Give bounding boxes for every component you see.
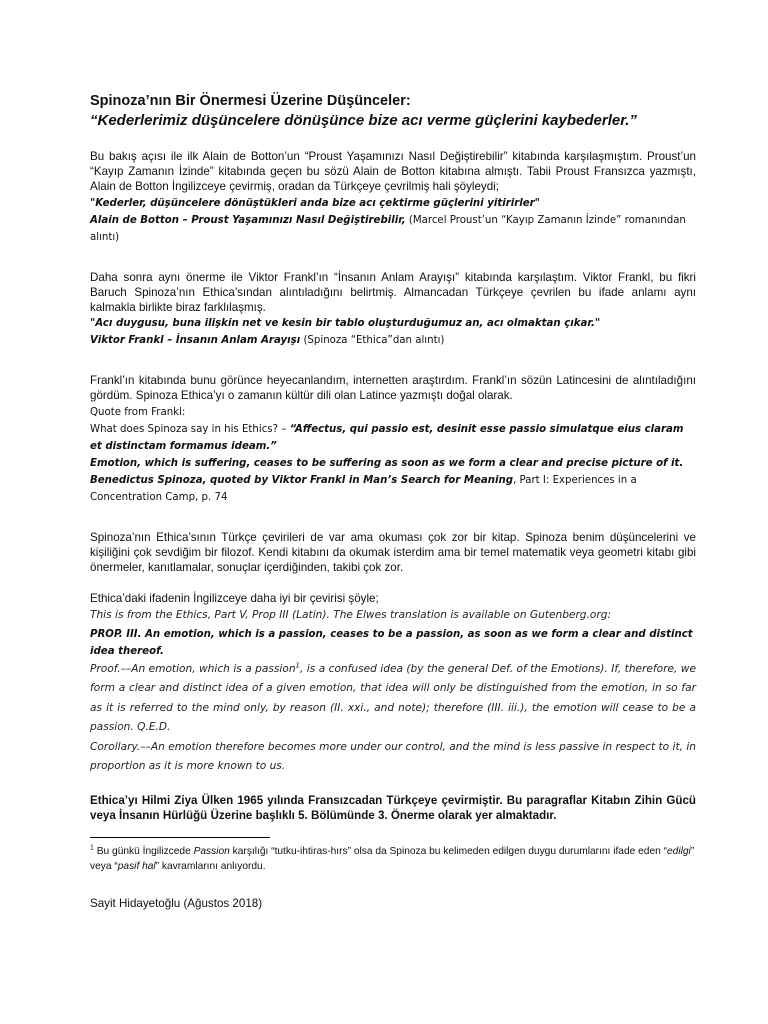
document-subtitle: “Kederlerimiz düşüncelere dönüşünce bize acı verme güçlerini kaybederler.” xyxy=(90,112,637,129)
source-note: (Marcel Proust’un “Kayıp Zamanın İzinde” romanından alıntı) xyxy=(90,214,686,243)
quote-label: Quote from Frankl: xyxy=(90,406,186,418)
corollary-text: Corollary.––An emotion therefore becomes more under our control, and the mind is less passive in respect to it, in proportion as it is more known to us. xyxy=(90,740,696,773)
proof-part-b: , is a confused idea (by the general Def. of the Emotions). If, therefore, we form a clear and distinct idea of a given emotion, that idea will only be distinguished from the emotion, in so far as it is referred to the mind only, by reason (II. xxi., and note); therefore (III. iii.), the emotion will cease to be a passion. Q.E.D. xyxy=(90,662,696,734)
paragraph-english-translation: Ethica’daki ifadenin İngilizceye daha iyi bir çevirisi şöyle; xyxy=(90,592,379,606)
prop-prefix: PROP. III. xyxy=(90,628,146,640)
footnote-term: pasif hal xyxy=(117,861,156,873)
source-title: Benedictus Spinoza, quoted by Viktor Frankl in Man’s Search for Meaning xyxy=(90,474,514,486)
source-note: , Part I: Experiences in a Concentration Camp, p. 74 xyxy=(90,474,637,503)
footnote-divider xyxy=(90,837,270,838)
prop-three xyxy=(90,626,696,660)
paragraph-viktor-frankl: Daha sonra aynı önerme ile Viktor Frankl’ın “İnsanın Anlam Arayışı” kitabında karşılaştım. Viktor Frankl, bu fikri Baruch Spinoza’nın Ethica’sından alıntıladığını belirtmiş. Almancadan Türkçeye çevrilen bu ifade anlamı aynı kalmakla birlikte biraz farklılaşmış. xyxy=(90,270,696,315)
elwes-note: This is from the Ethics, Part V, Prop III (Latin). The Elwes translation is available on Gutenberg.org: xyxy=(90,609,612,622)
source-title: Alain de Botton – Proust Yaşamınızı Nasıl Değiştirebilir, xyxy=(90,214,406,226)
footnote xyxy=(90,844,696,874)
footnote-text: Bu günkü İngilizcede xyxy=(93,846,194,858)
quote-proust-turkish: "Kederler, düşüncelere dönüştükleri anda bize acı çektirme güçlerini yitirirler" xyxy=(90,197,540,209)
source-title: Viktor Frankl – İnsanın Anlam Arayışı xyxy=(90,335,301,347)
source-note: (Spinoza “Ethica”dan alıntı) xyxy=(300,335,445,347)
paragraph-latin-search: Frankl’ın kitabında bunu görünce heyecanlandım, internetten araştırdım. Frankl’ın sözün Latincesini de alıntıladığını gördüm. Spinoza Ethica’yı o zamanın kültür dili olan Latince yazmıştı doğal olarak. xyxy=(90,374,696,403)
latin-quote xyxy=(90,421,696,455)
paragraph-hilmi-ziya: Ethica’yı Hilmi Ziya Ülken 1965 yılında Fransızcadan Türkçeye çevirmiştir. Bu paragraflar Kitabın Zihin Gücü veya İnsanın Hürlüğü Üzerine başlıklı 5. Bölümünde 3. Önerme olarak yer almaktadır. xyxy=(90,793,696,823)
footnote-ref[interactable]: 1 xyxy=(295,661,300,670)
source-spinoza-frankl xyxy=(90,472,696,506)
proof-text xyxy=(90,660,696,738)
quote-frankl-turkish: "Acı duygusu, buna ilişkin net ve kesin bir tablo oluşturduğumuz an, acı olmaktan çıkar." xyxy=(90,318,601,330)
footnote-term: Passion xyxy=(193,846,230,858)
document-page xyxy=(90,92,696,911)
proof-part-a: Proof.––An emotion, which is a passion xyxy=(90,662,296,675)
latin-prefix: What does Spinoza say in his Ethics? – xyxy=(90,423,290,435)
prop-text: An emotion, which is a passion, ceases to be a passion, as soon as we form a clear and distinct idea thereof. xyxy=(90,628,693,657)
paragraph-alain-de-botton: Bu bakış açısı ile ilk Alain de Botton’un “Proust Yaşamınızı Nasıl Değiştirebilir” kitabında karşılaşmıştım. Proust’un “Kayıp Zamanın İzinde” kitabında geçen bu sözü Alain de Botton kitabına almıştı. Tabii Proust Fransızca yazmıştı, Alain de Botton İngilizceye çevirmiş, oradan da Türkçeye çevrilmiş hali şöyleydi; xyxy=(90,150,696,194)
english-quote: Emotion, which is suffering, ceases to be suffering as soon as we form a clear and precise picture of it. xyxy=(90,457,684,469)
footnote-term: edilgi xyxy=(667,846,691,858)
footnote-number: 1 xyxy=(90,844,94,852)
latin-text: “Affectus, qui passio est, desinit esse passio simulatque eius claram et distinctam formamus ideam.” xyxy=(90,423,684,452)
footnote-text: ” veya “ xyxy=(90,846,695,873)
document-title: Spinoza’nın Bir Önermesi Üzerine Düşünceler: xyxy=(90,93,411,109)
paragraph-ethica-translations: Spinoza’nın Ethica’sının Türkçe çevirileri de var ama okuması çok zor bir kitap. Spinoza benim düşüncelerini ve kişiliğini çok sevdiğim bir filozof. Kendi kitabını da okumak isterdim ama bir temel matematik veya geometri kitabı gibi önermeler, kanıtlamalar, sonuçlar içerdiğinden, takibi çok zor. xyxy=(90,530,696,575)
footnote-text: karşılığı “tutku-ihtiras-hırs” olsa da Spinoza bu kelimeden edilgen duygu durumlarını ifade eden “ xyxy=(229,846,668,858)
source-alain-de-botton xyxy=(90,212,696,246)
author-signature: Sayit Hidayetoğlu (Ağustos 2018) xyxy=(90,897,263,911)
source-viktor-frankl xyxy=(90,332,696,349)
footnote-text: ” kavramlarını anlıyordu. xyxy=(155,861,266,873)
